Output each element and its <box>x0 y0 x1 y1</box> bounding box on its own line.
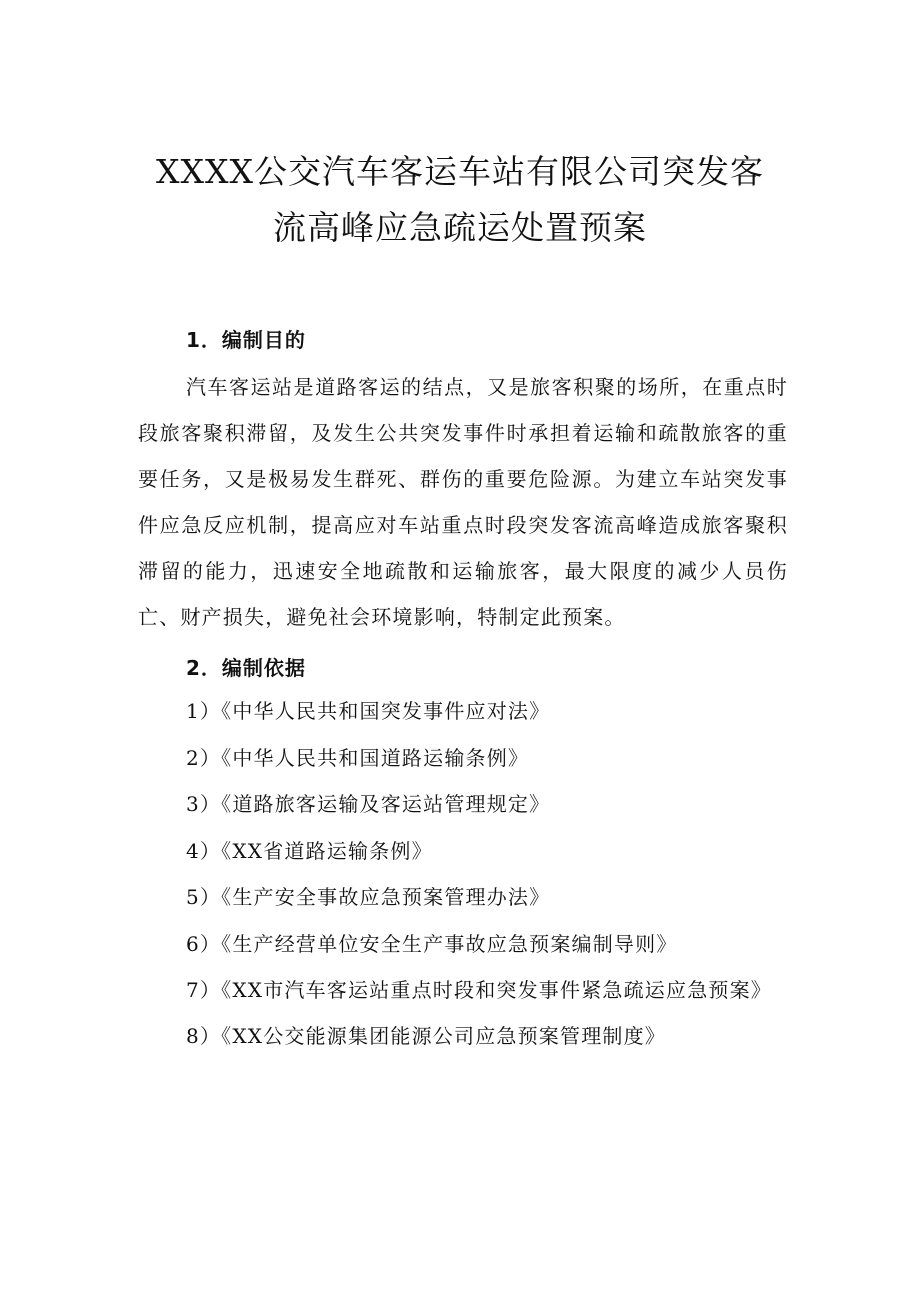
section-heading-basis: 2．编制依据 <box>186 656 306 680</box>
list-item: 7）《XX市汽车客运站重点时段和突发事件紧急疏运应急预案》 <box>186 978 773 1002</box>
document-title-line-1: XXXX公交汽车客运车站有限公司突发客 <box>156 152 764 191</box>
list-item: 8）《XX公交能源集团能源公司应急预案管理制度》 <box>186 1024 667 1048</box>
document-body <box>138 320 788 1060</box>
list-item: 6）《生产经营单位安全生产事故应急预案编制导则》 <box>186 931 678 956</box>
document-title-line-2: 流高峰应急疏运处置预案 <box>273 208 647 247</box>
section-spacer <box>138 640 788 648</box>
purpose-paragraph: 汽车客运站是道路客运的结点，又是旅客积聚的场所，在重点时段旅客聚积滞留，及发生公共突发事件时承担着运输和疏散旅客的重要任务，又是极易发生群死、群伤的重要危险源。为建立车站突发事件应急反应机制，提高应对车站重点时段突发客流高峰造成旅客聚积滞留的能力，迅速安全地疏散和运输旅客，最大限度的减少人员伤亡、财产损失，避免社会环境影响，特制定此预案。 <box>138 375 788 629</box>
list-item: 1）《中华人民共和国突发事件应对法》 <box>186 699 551 723</box>
section-heading-purpose: 1．编制目的 <box>186 328 306 352</box>
basis-list <box>138 688 788 1060</box>
list-item: 4）《XX省道路运输条例》 <box>186 838 433 863</box>
list-item: 2）《中华人民共和国道路运输条例》 <box>186 745 530 770</box>
list-item: 5）《生产安全事故应急预案管理办法》 <box>186 885 551 909</box>
list-item: 3）《道路旅客运输及客运站管理规定》 <box>186 792 551 816</box>
